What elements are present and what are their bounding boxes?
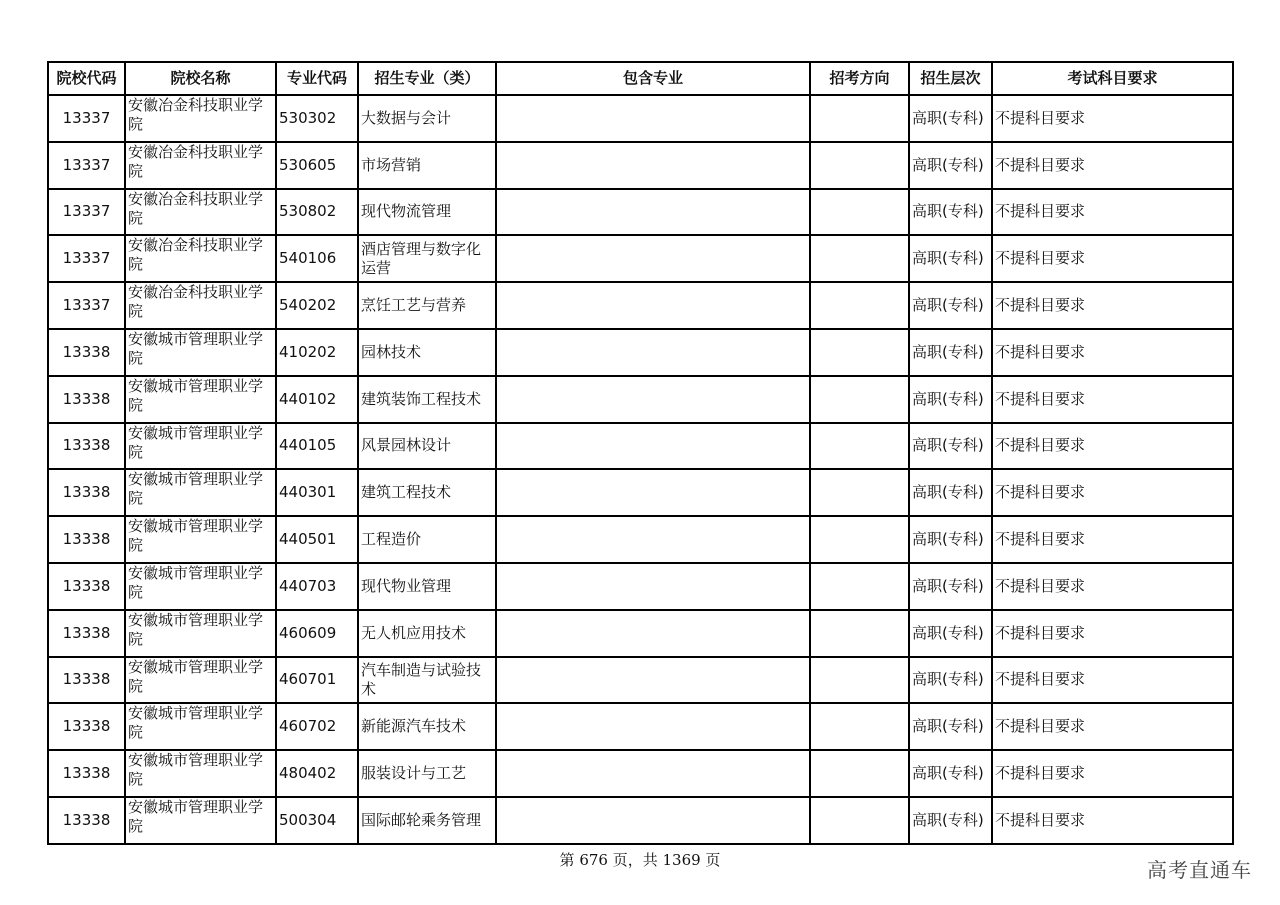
- cell-included-majors: [496, 142, 810, 189]
- table-row: [48, 142, 1233, 189]
- cell-major: 市场营销: [358, 142, 496, 189]
- cell-major: 现代物业管理: [358, 563, 496, 610]
- cell-major: 大数据与会计: [358, 95, 496, 142]
- cell-subject-requirement: 不提科目要求: [992, 469, 1233, 516]
- cell-level: 高职(专科): [909, 750, 992, 797]
- cell-school-name: 安徽城市管理职业学院: [125, 329, 276, 376]
- header-major-code: 专业代码: [276, 62, 358, 95]
- cell-school-code: 13338: [48, 657, 125, 704]
- cell-major-code: 440501: [276, 516, 358, 563]
- cell-subject-requirement: 不提科目要求: [992, 797, 1233, 844]
- cell-subject-requirement: 不提科目要求: [992, 189, 1233, 236]
- cell-included-majors: [496, 469, 810, 516]
- cell-major: 工程造价: [358, 516, 496, 563]
- cell-major-code: 440301: [276, 469, 358, 516]
- cell-school-name: 安徽城市管理职业学院: [125, 610, 276, 657]
- cell-direction: [810, 235, 909, 282]
- cell-school-code: 13338: [48, 797, 125, 844]
- cell-included-majors: [496, 189, 810, 236]
- cell-major-code: 410202: [276, 329, 358, 376]
- cell-major: 酒店管理与数字化运营: [358, 235, 496, 282]
- cell-major-code: 530802: [276, 189, 358, 236]
- cell-included-majors: [496, 423, 810, 470]
- cell-subject-requirement: 不提科目要求: [992, 657, 1233, 704]
- cell-subject-requirement: 不提科目要求: [992, 516, 1233, 563]
- table-row: [48, 282, 1233, 329]
- header-school-code: 院校代码: [48, 62, 125, 95]
- cell-included-majors: [496, 657, 810, 704]
- cell-school-name: 安徽冶金科技职业学院: [125, 282, 276, 329]
- table-row: [48, 797, 1233, 844]
- cell-subject-requirement: 不提科目要求: [992, 95, 1233, 142]
- table-row: [48, 703, 1233, 750]
- cell-included-majors: [496, 235, 810, 282]
- cell-major-code: 540106: [276, 235, 358, 282]
- cell-major-code: 460609: [276, 610, 358, 657]
- cell-school-code: 13337: [48, 142, 125, 189]
- header-direction: 招考方向: [810, 62, 909, 95]
- cell-subject-requirement: 不提科目要求: [992, 142, 1233, 189]
- table-row: [48, 610, 1233, 657]
- admissions-table: [47, 61, 1234, 845]
- cell-direction: [810, 142, 909, 189]
- cell-school-name: 安徽城市管理职业学院: [125, 703, 276, 750]
- cell-major: 建筑装饰工程技术: [358, 376, 496, 423]
- cell-major-code: 480402: [276, 750, 358, 797]
- cell-direction: [810, 563, 909, 610]
- cell-subject-requirement: 不提科目要求: [992, 423, 1233, 470]
- page-footer: 第 676 页，共 1369 页: [559, 851, 721, 869]
- cell-major-code: 500304: [276, 797, 358, 844]
- table-row: [48, 516, 1233, 563]
- cell-direction: [810, 703, 909, 750]
- cell-school-name: 安徽城市管理职业学院: [125, 750, 276, 797]
- cell-direction: [810, 423, 909, 470]
- cell-school-code: 13338: [48, 610, 125, 657]
- cell-major-code: 440102: [276, 376, 358, 423]
- header-level: 招生层次: [909, 62, 992, 95]
- cell-level: 高职(专科): [909, 610, 992, 657]
- cell-school-code: 13337: [48, 189, 125, 236]
- cell-direction: [810, 657, 909, 704]
- cell-major-code: 440105: [276, 423, 358, 470]
- table-row: [48, 329, 1233, 376]
- cell-level: 高职(专科): [909, 797, 992, 844]
- cell-level: 高职(专科): [909, 657, 992, 704]
- cell-major-code: 440703: [276, 563, 358, 610]
- cell-level: 高职(专科): [909, 516, 992, 563]
- table-header-row: [48, 62, 1233, 95]
- cell-subject-requirement: 不提科目要求: [992, 703, 1233, 750]
- cell-school-code: 13337: [48, 235, 125, 282]
- cell-school-code: 13338: [48, 329, 125, 376]
- cell-major: 国际邮轮乘务管理: [358, 797, 496, 844]
- cell-major-code: 530605: [276, 142, 358, 189]
- table-row: [48, 563, 1233, 610]
- cell-subject-requirement: 不提科目要求: [992, 750, 1233, 797]
- cell-school-code: 13337: [48, 95, 125, 142]
- cell-level: 高职(专科): [909, 703, 992, 750]
- cell-subject-requirement: 不提科目要求: [992, 563, 1233, 610]
- cell-included-majors: [496, 563, 810, 610]
- cell-included-majors: [496, 329, 810, 376]
- cell-school-code: 13338: [48, 516, 125, 563]
- cell-included-majors: [496, 516, 810, 563]
- table-row: [48, 657, 1233, 704]
- table-row: [48, 469, 1233, 516]
- cell-major: 无人机应用技术: [358, 610, 496, 657]
- cell-major-code: 540202: [276, 282, 358, 329]
- cell-major: 烹饪工艺与营养: [358, 282, 496, 329]
- cell-school-name: 安徽城市管理职业学院: [125, 657, 276, 704]
- table-row: [48, 376, 1233, 423]
- cell-school-name: 安徽城市管理职业学院: [125, 563, 276, 610]
- table-row: [48, 95, 1233, 142]
- header-school-name: 院校名称: [125, 62, 276, 95]
- table-row: [48, 423, 1233, 470]
- cell-school-code: 13338: [48, 703, 125, 750]
- cell-level: 高职(专科): [909, 376, 992, 423]
- cell-major: 现代物流管理: [358, 189, 496, 236]
- cell-school-code: 13338: [48, 750, 125, 797]
- cell-major-code: 460701: [276, 657, 358, 704]
- cell-school-code: 13337: [48, 282, 125, 329]
- cell-included-majors: [496, 750, 810, 797]
- cell-major: 园林技术: [358, 329, 496, 376]
- cell-direction: [810, 95, 909, 142]
- header-included-majors: 包含专业: [496, 62, 810, 95]
- cell-direction: [810, 376, 909, 423]
- cell-school-name: 安徽冶金科技职业学院: [125, 142, 276, 189]
- cell-level: 高职(专科): [909, 329, 992, 376]
- header-major: 招生专业（类）: [358, 62, 496, 95]
- cell-level: 高职(专科): [909, 282, 992, 329]
- cell-school-code: 13338: [48, 469, 125, 516]
- cell-major-code: 530302: [276, 95, 358, 142]
- cell-direction: [810, 329, 909, 376]
- cell-direction: [810, 282, 909, 329]
- cell-subject-requirement: 不提科目要求: [992, 235, 1233, 282]
- cell-level: 高职(专科): [909, 563, 992, 610]
- cell-level: 高职(专科): [909, 423, 992, 470]
- cell-subject-requirement: 不提科目要求: [992, 610, 1233, 657]
- cell-included-majors: [496, 376, 810, 423]
- cell-school-name: 安徽冶金科技职业学院: [125, 95, 276, 142]
- cell-major: 建筑工程技术: [358, 469, 496, 516]
- cell-included-majors: [496, 797, 810, 844]
- cell-level: 高职(专科): [909, 95, 992, 142]
- cell-included-majors: [496, 610, 810, 657]
- cell-major: 新能源汽车技术: [358, 703, 496, 750]
- cell-subject-requirement: 不提科目要求: [992, 329, 1233, 376]
- cell-school-name: 安徽冶金科技职业学院: [125, 189, 276, 236]
- cell-level: 高职(专科): [909, 142, 992, 189]
- watermark-text: 高考直通车: [1147, 858, 1252, 882]
- cell-included-majors: [496, 703, 810, 750]
- header-subject-requirement: 考试科目要求: [992, 62, 1233, 95]
- cell-direction: [810, 610, 909, 657]
- cell-major: 汽车制造与试验技术: [358, 657, 496, 704]
- table-row: [48, 189, 1233, 236]
- table-row: [48, 235, 1233, 282]
- cell-school-name: 安徽城市管理职业学院: [125, 423, 276, 470]
- cell-school-name: 安徽城市管理职业学院: [125, 376, 276, 423]
- cell-direction: [810, 469, 909, 516]
- cell-school-name: 安徽城市管理职业学院: [125, 797, 276, 844]
- cell-direction: [810, 797, 909, 844]
- cell-major: 服装设计与工艺: [358, 750, 496, 797]
- cell-school-name: 安徽城市管理职业学院: [125, 469, 276, 516]
- cell-school-name: 安徽城市管理职业学院: [125, 516, 276, 563]
- cell-level: 高职(专科): [909, 189, 992, 236]
- table-row: [48, 750, 1233, 797]
- cell-subject-requirement: 不提科目要求: [992, 376, 1233, 423]
- cell-school-code: 13338: [48, 423, 125, 470]
- cell-level: 高职(专科): [909, 235, 992, 282]
- cell-school-code: 13338: [48, 563, 125, 610]
- cell-direction: [810, 189, 909, 236]
- cell-direction: [810, 516, 909, 563]
- cell-major: 风景园林设计: [358, 423, 496, 470]
- cell-level: 高职(专科): [909, 469, 992, 516]
- cell-subject-requirement: 不提科目要求: [992, 282, 1233, 329]
- cell-school-name: 安徽冶金科技职业学院: [125, 235, 276, 282]
- cell-school-code: 13338: [48, 376, 125, 423]
- cell-included-majors: [496, 282, 810, 329]
- cell-direction: [810, 750, 909, 797]
- cell-included-majors: [496, 95, 810, 142]
- cell-major-code: 460702: [276, 703, 358, 750]
